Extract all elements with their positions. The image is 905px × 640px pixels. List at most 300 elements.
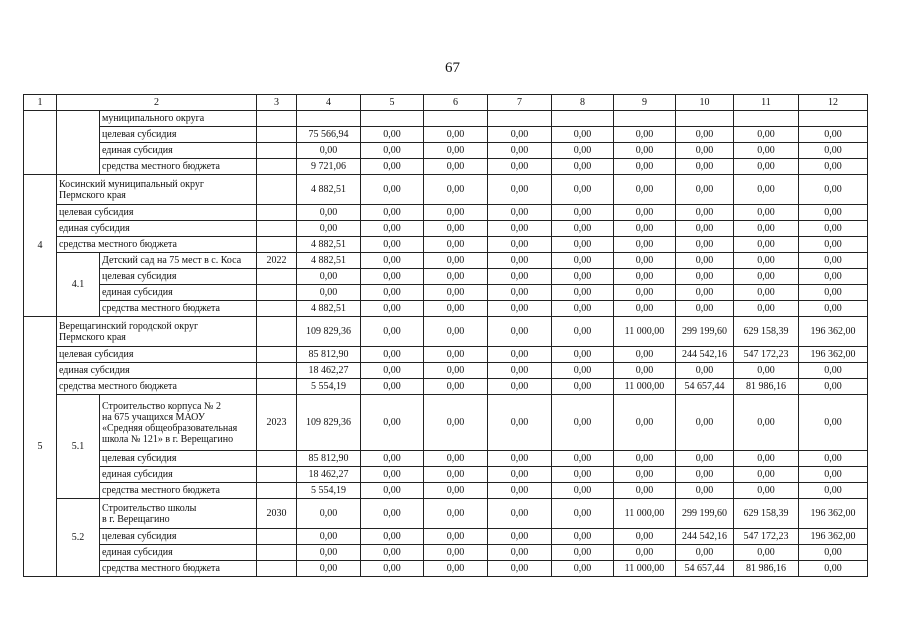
value-cell: 0,00 xyxy=(552,221,614,237)
value-cell: 0,00 xyxy=(424,175,488,205)
header-cell: 12 xyxy=(799,95,868,111)
value-cell: 0,00 xyxy=(799,253,868,269)
year-cell xyxy=(257,127,297,143)
row-label: Верещагинский городской округ Пермского края xyxy=(57,317,257,347)
value-cell: 0,00 xyxy=(614,451,676,467)
value-cell: 54 657,44 xyxy=(676,561,734,577)
value-cell: 0,00 xyxy=(361,363,424,379)
value-cell: 0,00 xyxy=(614,237,676,253)
year-cell xyxy=(257,545,297,561)
header-cell: 7 xyxy=(488,95,552,111)
value-cell: 5 554,19 xyxy=(297,483,361,499)
header-cell: 9 xyxy=(614,95,676,111)
row-label: средства местного бюджета xyxy=(57,379,257,395)
value-cell xyxy=(424,111,488,127)
value-cell: 0,00 xyxy=(614,221,676,237)
header-cell: 3 xyxy=(257,95,297,111)
value-cell: 0,00 xyxy=(488,483,552,499)
table-row xyxy=(24,561,868,577)
value-cell: 0,00 xyxy=(297,499,361,529)
table-row xyxy=(24,545,868,561)
value-cell: 0,00 xyxy=(799,159,868,175)
value-cell: 0,00 xyxy=(799,269,868,285)
value-cell: 4 882,51 xyxy=(297,237,361,253)
value-cell: 0,00 xyxy=(552,379,614,395)
value-cell: 109 829,36 xyxy=(297,395,361,451)
value-cell: 0,00 xyxy=(734,175,799,205)
value-cell: 0,00 xyxy=(734,205,799,221)
value-cell: 0,00 xyxy=(552,237,614,253)
value-cell: 0,00 xyxy=(361,301,424,317)
value-cell: 0,00 xyxy=(361,545,424,561)
value-cell: 0,00 xyxy=(552,285,614,301)
table-row xyxy=(24,347,868,363)
value-cell: 0,00 xyxy=(552,143,614,159)
value-cell: 0,00 xyxy=(361,395,424,451)
value-cell: 11 000,00 xyxy=(614,499,676,529)
header-cell: 11 xyxy=(734,95,799,111)
value-cell: 0,00 xyxy=(488,301,552,317)
value-cell: 5 554,19 xyxy=(297,379,361,395)
value-cell: 0,00 xyxy=(424,253,488,269)
value-cell: 0,00 xyxy=(552,499,614,529)
value-cell: 0,00 xyxy=(361,127,424,143)
year-cell xyxy=(257,285,297,301)
year-cell xyxy=(257,483,297,499)
value-cell: 0,00 xyxy=(488,451,552,467)
value-cell: 0,00 xyxy=(734,301,799,317)
value-cell: 0,00 xyxy=(424,467,488,483)
row-label: целевая субсидия xyxy=(100,269,257,285)
value-cell: 0,00 xyxy=(361,221,424,237)
value-cell: 0,00 xyxy=(799,467,868,483)
row-label: средства местного бюджета xyxy=(100,483,257,499)
value-cell: 0,00 xyxy=(676,159,734,175)
value-cell: 0,00 xyxy=(488,127,552,143)
value-cell: 0,00 xyxy=(799,301,868,317)
value-cell: 85 812,90 xyxy=(297,347,361,363)
header-cell: 8 xyxy=(552,95,614,111)
value-cell: 0,00 xyxy=(488,363,552,379)
value-cell: 18 462,27 xyxy=(297,467,361,483)
value-cell: 0,00 xyxy=(552,301,614,317)
value-cell: 0,00 xyxy=(734,221,799,237)
year-cell xyxy=(257,451,297,467)
value-cell: 0,00 xyxy=(676,269,734,285)
table-row xyxy=(24,269,868,285)
table-row xyxy=(24,529,868,545)
budget-table xyxy=(23,94,868,577)
table-row xyxy=(24,143,868,159)
table-row xyxy=(24,451,868,467)
value-cell xyxy=(552,111,614,127)
value-cell xyxy=(734,111,799,127)
row-label: единая субсидия xyxy=(100,143,257,159)
value-cell: 18 462,27 xyxy=(297,363,361,379)
value-cell: 0,00 xyxy=(424,451,488,467)
header-cell: 6 xyxy=(424,95,488,111)
value-cell: 0,00 xyxy=(424,127,488,143)
value-cell: 0,00 xyxy=(488,467,552,483)
value-cell: 0,00 xyxy=(552,529,614,545)
value-cell: 0,00 xyxy=(734,451,799,467)
value-cell: 0,00 xyxy=(361,175,424,205)
value-cell: 0,00 xyxy=(424,499,488,529)
value-cell: 0,00 xyxy=(799,205,868,221)
value-cell xyxy=(361,111,424,127)
value-cell: 0,00 xyxy=(488,221,552,237)
value-cell: 0,00 xyxy=(734,143,799,159)
value-cell: 0,00 xyxy=(361,143,424,159)
value-cell: 0,00 xyxy=(488,545,552,561)
value-cell: 0,00 xyxy=(361,205,424,221)
value-cell xyxy=(488,111,552,127)
value-cell: 0,00 xyxy=(424,205,488,221)
value-cell: 0,00 xyxy=(614,529,676,545)
value-cell: 0,00 xyxy=(488,285,552,301)
value-cell: 0,00 xyxy=(799,363,868,379)
value-cell: 9 721,06 xyxy=(297,159,361,175)
header-cell: 5 xyxy=(361,95,424,111)
value-cell: 0,00 xyxy=(614,253,676,269)
value-cell: 75 566,94 xyxy=(297,127,361,143)
year-cell xyxy=(257,379,297,395)
row-label: целевая субсидия xyxy=(100,127,257,143)
value-cell: 0,00 xyxy=(799,395,868,451)
value-cell: 0,00 xyxy=(734,159,799,175)
year-cell: 2022 xyxy=(257,253,297,269)
value-cell: 0,00 xyxy=(676,301,734,317)
value-cell: 0,00 xyxy=(552,545,614,561)
value-cell: 0,00 xyxy=(799,127,868,143)
value-cell: 0,00 xyxy=(614,175,676,205)
table-row xyxy=(24,363,868,379)
row-label: единая субсидия xyxy=(100,285,257,301)
value-cell: 0,00 xyxy=(799,379,868,395)
value-cell: 0,00 xyxy=(552,561,614,577)
value-cell: 0,00 xyxy=(734,237,799,253)
value-cell: 0,00 xyxy=(488,253,552,269)
row-label: Косинский муниципальный округ Пермского края xyxy=(57,175,257,205)
value-cell: 0,00 xyxy=(799,237,868,253)
value-cell: 0,00 xyxy=(424,483,488,499)
value-cell: 4 882,51 xyxy=(297,253,361,269)
value-cell: 0,00 xyxy=(488,317,552,347)
value-cell: 0,00 xyxy=(799,451,868,467)
value-cell: 196 362,00 xyxy=(799,317,868,347)
year-cell xyxy=(257,363,297,379)
table-row xyxy=(24,127,868,143)
value-cell: 0,00 xyxy=(676,451,734,467)
value-cell: 0,00 xyxy=(614,143,676,159)
value-cell: 196 362,00 xyxy=(799,347,868,363)
value-cell: 0,00 xyxy=(488,205,552,221)
value-cell: 0,00 xyxy=(297,561,361,577)
value-cell: 0,00 xyxy=(424,545,488,561)
value-cell: 4 882,51 xyxy=(297,301,361,317)
value-cell: 0,00 xyxy=(361,159,424,175)
value-cell: 11 000,00 xyxy=(614,561,676,577)
table-row xyxy=(24,253,868,269)
table-row xyxy=(24,379,868,395)
value-cell: 0,00 xyxy=(424,561,488,577)
value-cell: 0,00 xyxy=(676,205,734,221)
year-cell xyxy=(257,205,297,221)
value-cell: 0,00 xyxy=(297,143,361,159)
value-cell: 0,00 xyxy=(488,159,552,175)
year-cell xyxy=(257,143,297,159)
table-row xyxy=(24,285,868,301)
value-cell: 0,00 xyxy=(799,561,868,577)
value-cell: 0,00 xyxy=(488,395,552,451)
value-cell: 0,00 xyxy=(424,237,488,253)
value-cell: 0,00 xyxy=(552,467,614,483)
row-label: целевая субсидия xyxy=(57,347,257,363)
value-cell: 0,00 xyxy=(676,395,734,451)
value-cell: 0,00 xyxy=(676,127,734,143)
value-cell: 547 172,23 xyxy=(734,529,799,545)
header-cell: 1 xyxy=(24,95,57,111)
value-cell: 54 657,44 xyxy=(676,379,734,395)
value-cell xyxy=(614,111,676,127)
table-row xyxy=(24,301,868,317)
year-cell: 2030 xyxy=(257,499,297,529)
value-cell: 629 158,39 xyxy=(734,317,799,347)
row-label: средства местного бюджета xyxy=(57,237,257,253)
value-cell: 0,00 xyxy=(488,529,552,545)
value-cell: 0,00 xyxy=(552,127,614,143)
year-cell xyxy=(257,221,297,237)
value-cell: 0,00 xyxy=(676,175,734,205)
row-label: единая субсидия xyxy=(100,467,257,483)
value-cell: 0,00 xyxy=(614,483,676,499)
value-cell: 0,00 xyxy=(614,301,676,317)
value-cell: 0,00 xyxy=(424,285,488,301)
value-cell: 0,00 xyxy=(734,483,799,499)
row-label: целевая субсидия xyxy=(100,451,257,467)
value-cell: 0,00 xyxy=(297,205,361,221)
value-cell: 85 812,90 xyxy=(297,451,361,467)
sub-number-cell: 4.1 xyxy=(57,253,100,317)
item-number-cell: 4 xyxy=(24,175,57,317)
row-label: Детский сад на 75 мест в с. Коса xyxy=(100,253,257,269)
value-cell: 0,00 xyxy=(676,221,734,237)
value-cell: 0,00 xyxy=(424,221,488,237)
value-cell: 0,00 xyxy=(297,221,361,237)
sub-number-cell: 5.1 xyxy=(57,395,100,499)
value-cell: 0,00 xyxy=(297,529,361,545)
header-cell: 4 xyxy=(297,95,361,111)
value-cell: 0,00 xyxy=(361,379,424,395)
value-cell: 0,00 xyxy=(552,269,614,285)
value-cell: 0,00 xyxy=(614,467,676,483)
page-number: 67 xyxy=(445,60,460,76)
year-cell xyxy=(257,111,297,127)
value-cell: 0,00 xyxy=(361,499,424,529)
value-cell: 81 986,16 xyxy=(734,379,799,395)
table-row xyxy=(24,221,868,237)
value-cell: 0,00 xyxy=(799,545,868,561)
row-label: Строительство школы в г. Верещагино xyxy=(100,499,257,529)
value-cell: 0,00 xyxy=(424,529,488,545)
value-cell: 0,00 xyxy=(552,253,614,269)
value-cell: 0,00 xyxy=(552,347,614,363)
row-label: средства местного бюджета xyxy=(100,301,257,317)
value-cell: 0,00 xyxy=(734,127,799,143)
value-cell: 0,00 xyxy=(361,347,424,363)
value-cell: 81 986,16 xyxy=(734,561,799,577)
year-cell xyxy=(257,175,297,205)
value-cell: 0,00 xyxy=(799,143,868,159)
value-cell: 299 199,60 xyxy=(676,499,734,529)
value-cell: 0,00 xyxy=(614,363,676,379)
item-number-cell: 5 xyxy=(24,317,57,577)
year-cell xyxy=(257,317,297,347)
value-cell: 0,00 xyxy=(614,205,676,221)
value-cell xyxy=(676,111,734,127)
row-label: Строительство корпуса № 2 на 675 учащихся МАОУ «Средняя общеобразовательная школа № 121» в г. Верещагино xyxy=(100,395,257,451)
value-cell: 0,00 xyxy=(297,545,361,561)
value-cell: 0,00 xyxy=(734,269,799,285)
value-cell: 0,00 xyxy=(361,483,424,499)
value-cell: 0,00 xyxy=(361,561,424,577)
value-cell: 0,00 xyxy=(361,269,424,285)
value-cell: 0,00 xyxy=(488,143,552,159)
value-cell: 0,00 xyxy=(799,285,868,301)
value-cell: 0,00 xyxy=(552,395,614,451)
value-cell: 0,00 xyxy=(552,363,614,379)
header-cell: 10 xyxy=(676,95,734,111)
row-label: целевая субсидия xyxy=(57,205,257,221)
value-cell: 0,00 xyxy=(614,127,676,143)
value-cell: 0,00 xyxy=(424,269,488,285)
value-cell: 0,00 xyxy=(424,301,488,317)
year-cell xyxy=(257,467,297,483)
value-cell: 0,00 xyxy=(424,395,488,451)
value-cell: 196 362,00 xyxy=(799,499,868,529)
header-row xyxy=(24,95,868,111)
value-cell: 0,00 xyxy=(424,363,488,379)
table-row xyxy=(24,111,868,127)
table-row xyxy=(24,317,868,347)
value-cell: 0,00 xyxy=(614,159,676,175)
value-cell: 0,00 xyxy=(676,237,734,253)
value-cell: 547 172,23 xyxy=(734,347,799,363)
value-cell xyxy=(297,111,361,127)
value-cell: 0,00 xyxy=(614,545,676,561)
value-cell: 244 542,16 xyxy=(676,529,734,545)
sub-number-cell: 5.2 xyxy=(57,499,100,577)
value-cell: 11 000,00 xyxy=(614,317,676,347)
value-cell: 0,00 xyxy=(614,285,676,301)
table-row xyxy=(24,159,868,175)
value-cell: 0,00 xyxy=(676,363,734,379)
value-cell: 0,00 xyxy=(614,395,676,451)
value-cell: 0,00 xyxy=(552,159,614,175)
table-row xyxy=(24,483,868,499)
value-cell: 0,00 xyxy=(488,175,552,205)
item-number-cell xyxy=(24,111,57,175)
value-cell: 4 882,51 xyxy=(297,175,361,205)
value-cell: 0,00 xyxy=(676,467,734,483)
value-cell: 0,00 xyxy=(734,395,799,451)
table-row xyxy=(24,205,868,221)
value-cell: 196 362,00 xyxy=(799,529,868,545)
value-cell: 0,00 xyxy=(799,221,868,237)
year-cell xyxy=(257,159,297,175)
value-cell: 0,00 xyxy=(488,561,552,577)
year-cell xyxy=(257,269,297,285)
value-cell: 0,00 xyxy=(297,269,361,285)
row-label: целевая субсидия xyxy=(100,529,257,545)
table-row xyxy=(24,499,868,529)
value-cell: 0,00 xyxy=(676,253,734,269)
header-cell: 2 xyxy=(57,95,257,111)
value-cell: 0,00 xyxy=(552,317,614,347)
value-cell: 629 158,39 xyxy=(734,499,799,529)
year-cell xyxy=(257,561,297,577)
value-cell: 0,00 xyxy=(361,317,424,347)
value-cell xyxy=(799,111,868,127)
value-cell: 0,00 xyxy=(799,175,868,205)
value-cell: 0,00 xyxy=(488,237,552,253)
value-cell: 0,00 xyxy=(424,347,488,363)
row-label: единая субсидия xyxy=(57,221,257,237)
value-cell: 0,00 xyxy=(361,529,424,545)
value-cell: 0,00 xyxy=(734,545,799,561)
value-cell: 0,00 xyxy=(799,483,868,499)
row-label: единая субсидия xyxy=(100,545,257,561)
value-cell: 0,00 xyxy=(734,285,799,301)
year-cell xyxy=(257,529,297,545)
row-label: муниципального округа xyxy=(100,111,257,127)
value-cell: 0,00 xyxy=(361,237,424,253)
value-cell: 0,00 xyxy=(676,483,734,499)
value-cell: 0,00 xyxy=(614,269,676,285)
year-cell xyxy=(257,237,297,253)
value-cell: 0,00 xyxy=(676,545,734,561)
value-cell: 0,00 xyxy=(361,451,424,467)
row-label: единая субсидия xyxy=(57,363,257,379)
row-label: средства местного бюджета xyxy=(100,159,257,175)
sub-number-cell xyxy=(57,111,100,175)
value-cell: 0,00 xyxy=(552,205,614,221)
table-row xyxy=(24,395,868,451)
value-cell: 0,00 xyxy=(488,347,552,363)
value-cell: 0,00 xyxy=(734,253,799,269)
value-cell: 0,00 xyxy=(361,285,424,301)
year-cell xyxy=(257,347,297,363)
value-cell: 0,00 xyxy=(424,143,488,159)
year-cell: 2023 xyxy=(257,395,297,451)
table-row xyxy=(24,237,868,253)
value-cell: 0,00 xyxy=(488,499,552,529)
value-cell: 244 542,16 xyxy=(676,347,734,363)
table-row xyxy=(24,175,868,205)
value-cell: 11 000,00 xyxy=(614,379,676,395)
value-cell: 0,00 xyxy=(734,467,799,483)
value-cell: 0,00 xyxy=(361,467,424,483)
value-cell: 0,00 xyxy=(424,159,488,175)
year-cell xyxy=(257,301,297,317)
value-cell: 109 829,36 xyxy=(297,317,361,347)
value-cell: 0,00 xyxy=(552,483,614,499)
value-cell: 0,00 xyxy=(361,253,424,269)
value-cell: 0,00 xyxy=(297,285,361,301)
table-row xyxy=(24,467,868,483)
value-cell: 0,00 xyxy=(676,285,734,301)
value-cell: 0,00 xyxy=(488,379,552,395)
